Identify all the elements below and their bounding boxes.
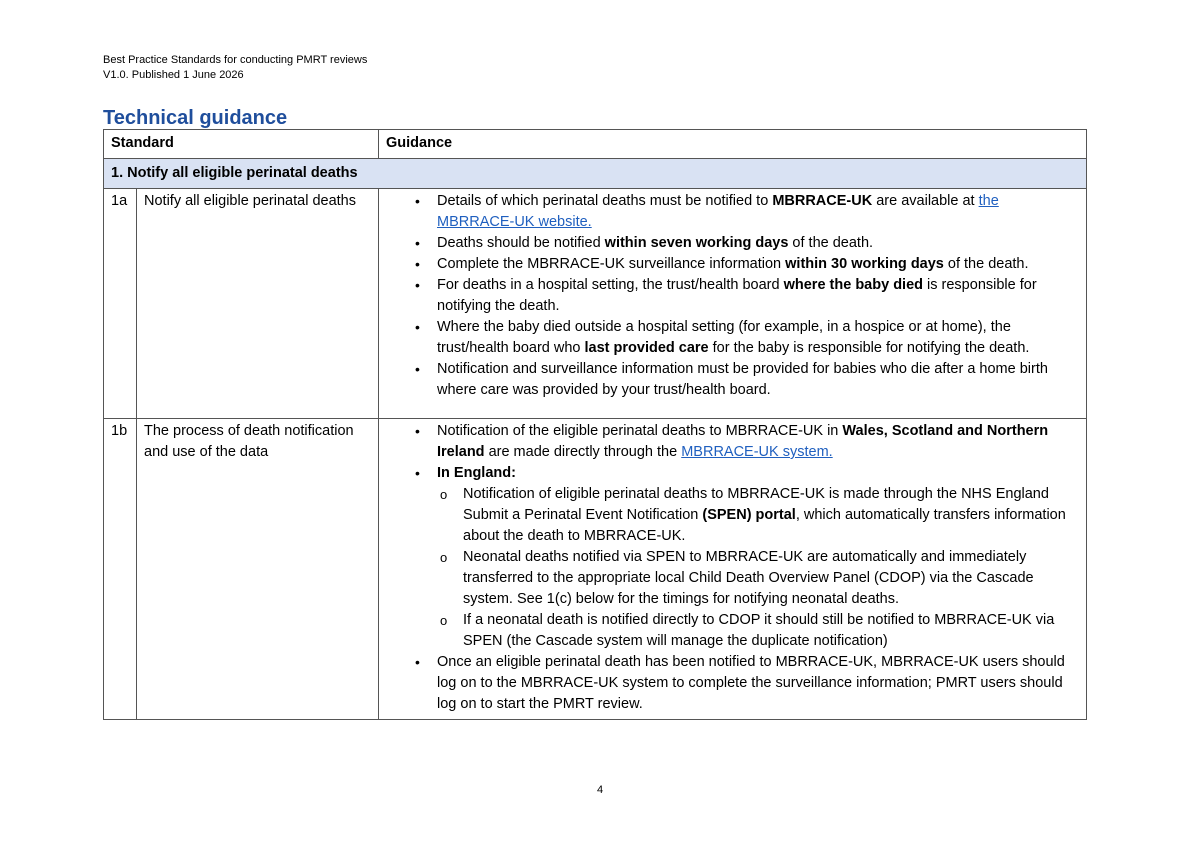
sublist-item: o If a neonatal death is notified directly to CDOP it should still be notified to MBRRACE-UK via SPEN (the Cascade system will manage the duplicate notification) xyxy=(463,610,1078,652)
guidance-list xyxy=(379,191,1078,401)
list-item: • Details of which perinatal deaths must be notified to MBRRACE-UK are available at the MBRRACE-UK website. xyxy=(437,191,1078,233)
table-row xyxy=(104,419,1087,720)
list-item: • Deaths should be notified within seven working days of the death. xyxy=(437,233,1078,254)
england-sublist xyxy=(437,484,1078,652)
guidance-list xyxy=(379,421,1078,715)
mbrrace-website-link[interactable]: the MBRRACE-UK website. xyxy=(437,193,999,230)
standard-text: Notify all eligible perinatal deaths xyxy=(137,189,379,419)
list-item: • Where the baby died outside a hospital setting (for example, in a hospice or at home), the trust/health board who last provided care for the baby is responsible for notifying the death. xyxy=(437,317,1078,359)
section-heading: 1. Notify all eligible perinatal deaths xyxy=(104,159,1087,189)
header-line-2: V1.0. Published 1 June 2026 xyxy=(103,68,244,81)
column-header-standard: Standard xyxy=(104,130,379,159)
guidance-table xyxy=(103,129,1087,720)
list-item: • Complete the MBRRACE-UK surveillance information within 30 working days of the death. xyxy=(437,254,1078,275)
column-header-guidance: Guidance xyxy=(379,130,1087,159)
guidance-cell xyxy=(379,419,1087,720)
row-number: 1b xyxy=(104,419,137,720)
guidance-cell xyxy=(379,189,1087,419)
sublist-item: o Neonatal deaths notified via SPEN to MBRRACE-UK are automatically and immediately transferred to the appropriate local Child Death Overview Panel (CDOP) via the Cascade system. See 1(c) below for the timings for notifying neonatal deaths. xyxy=(463,547,1078,610)
table-row xyxy=(104,189,1087,419)
list-item: • In England: o Notification of eligible perinatal deaths to MBRRACE-UK is made through the NHS England Submit a Perinatal Event Notification (SPEN) portal, which automatically transfers information about the death to MBRRACE-UK. o Neonatal deaths notified via SPEN to MBRRACE-UK are automatically and immediately transferred to the appropriate local Child Death Overview Panel (CDOP) via the Cascade system. See 1(c) below for the timings for notifying neonatal deaths. o If a neonatal death is notified directly to CDOP it should still be notified to MBRRACE-UK via SPEN (the Cascade system will manage the duplicate notification) xyxy=(437,463,1078,652)
page-title: Technical guidance xyxy=(103,107,288,129)
page-number: 4 xyxy=(596,784,604,796)
header-line-1: Best Practice Standards for conducting PMRT reviews xyxy=(103,54,368,66)
list-item: • Once an eligible perinatal death has been notified to MBRRACE-UK, MBRRACE-UK users should log on to the MBRRACE-UK system to complete the surveillance information; PMRT users should log on to start the PMRT review. xyxy=(437,652,1078,715)
list-item: • For deaths in a hospital setting, the trust/health board where the baby died is responsible for notifying the death. xyxy=(437,275,1078,317)
section-row xyxy=(104,159,1087,189)
list-item: • Notification of the eligible perinatal deaths to MBRRACE-UK in Wales, Scotland and Northern Ireland are made directly through the MBRRACE-UK system. xyxy=(437,421,1078,463)
row-number: 1a xyxy=(104,189,137,419)
mbrrace-system-link[interactable]: MBRRACE-UK system. xyxy=(681,444,833,460)
list-item: • Notification and surveillance information must be provided for babies who die after a home birth where care was provided by your trust/health board. xyxy=(437,359,1078,401)
sublist-item: o Notification of eligible perinatal deaths to MBRRACE-UK is made through the NHS England Submit a Perinatal Event Notification (SPEN) portal, which automatically transfers information about the death to MBRRACE-UK. xyxy=(463,484,1078,547)
table-header-row xyxy=(104,130,1087,159)
document-header xyxy=(103,53,367,82)
standard-text: The process of death notification and use of the data xyxy=(137,419,379,720)
